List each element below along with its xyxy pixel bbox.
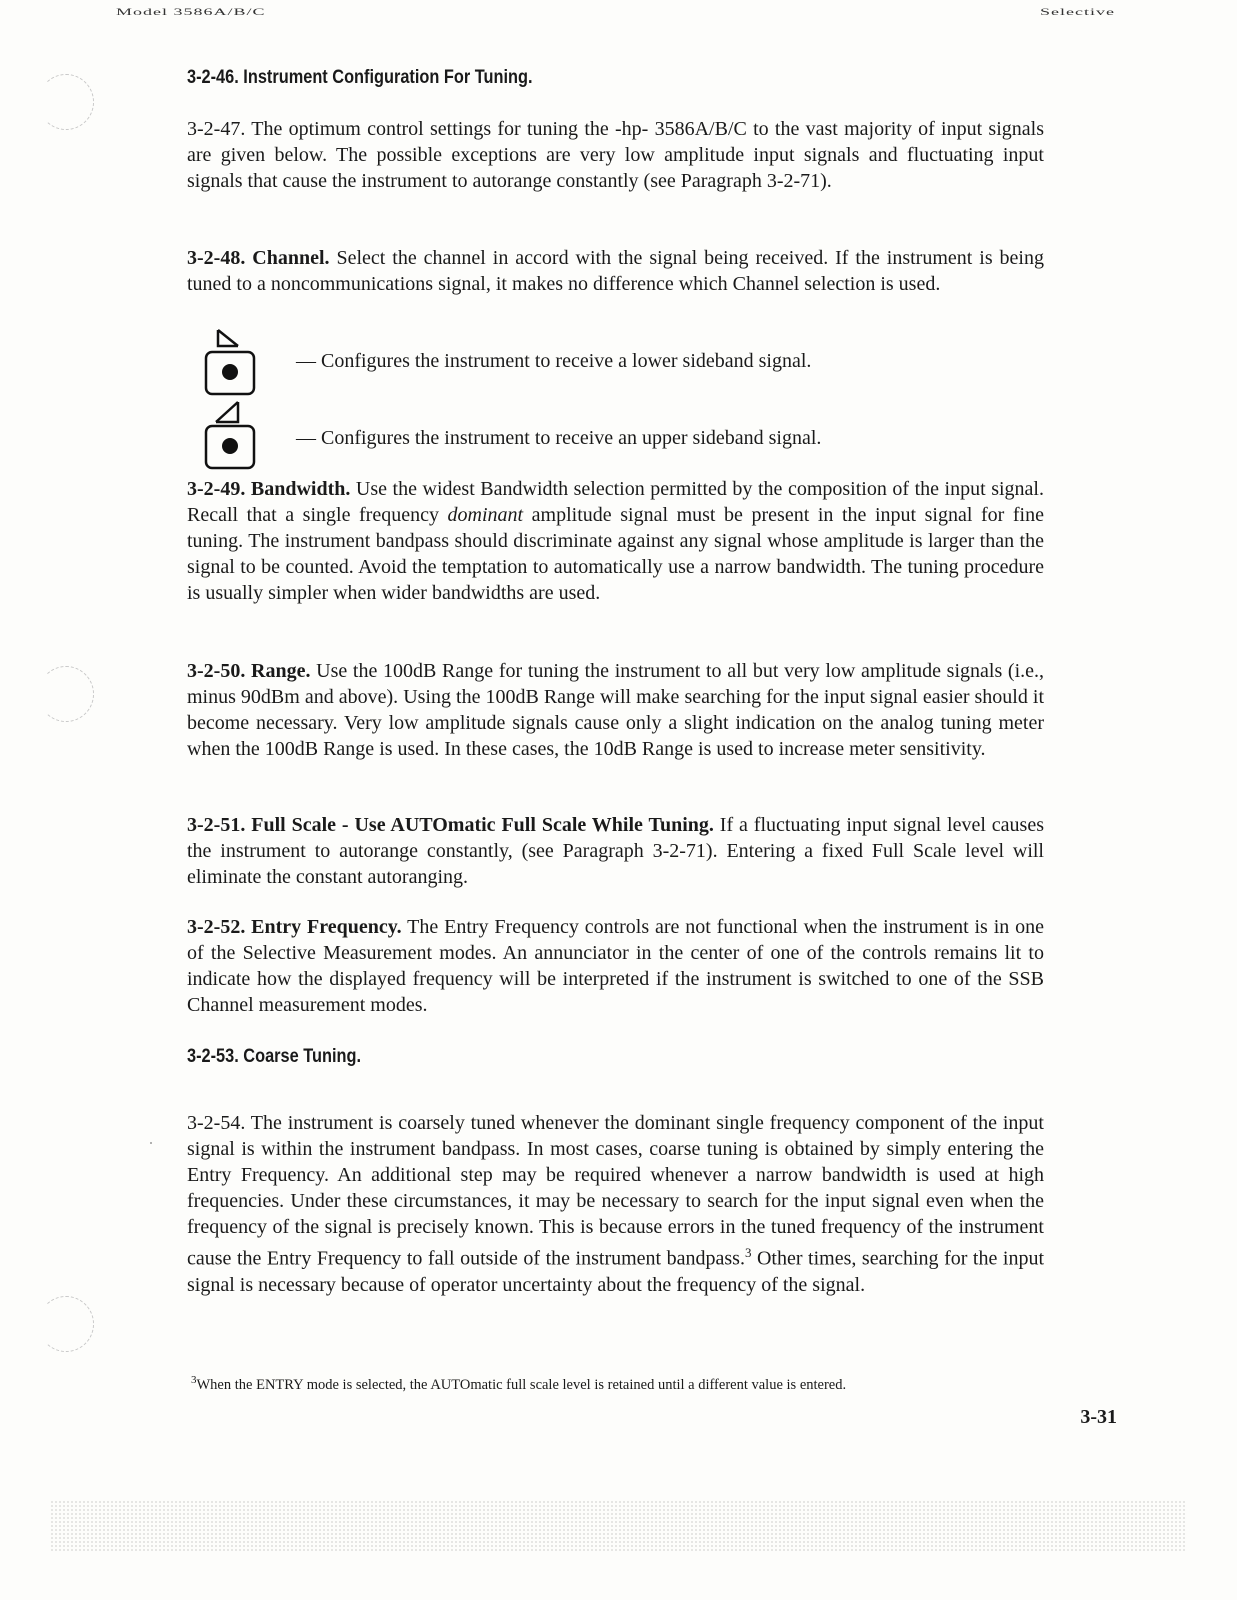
paragraph-label: 3-2-51. Full Scale - Use AUTOmatic Full Scale While Tuning.: [187, 814, 714, 836]
lower-sideband-description: — Configures the instrument to receive a lower sideband signal.: [296, 350, 812, 372]
lower-sideband-button-icon: [204, 326, 260, 403]
scan-speck: [150, 1142, 152, 1144]
paragraph-label: 3-2-52. Entry Frequency.: [187, 916, 402, 938]
paragraph-3-2-51: [187, 812, 1044, 890]
paragraph-3-2-50: [187, 658, 1044, 762]
page-number: 3-31: [1080, 1406, 1117, 1428]
paragraph-body: 3-2-54. The instrument is coarsely tuned whenever the dominant single frequency component of the input signal is within the instrument bandpass. In most cases, coarse tuning is obtained by simply entering the Entry Frequency. An additional step may be required whenever a narrow bandwidth is used at high frequencies. Under these circumstances, it may be necessary to search for the input signal even when the frequency of the signal is precisely known. This is because errors in the tuned frequency of the instrument cause the Entry Frequency to fall outside of the instrument bandpass.: [187, 1112, 1044, 1270]
running-header-right: Selective: [1040, 6, 1115, 17]
paragraph-3-2-49: [187, 476, 1044, 606]
paragraph-3-2-48: [187, 245, 1044, 297]
upper-sideband-description: — Configures the instrument to receive an upper sideband signal.: [296, 427, 822, 449]
section-heading-3-2-53: 3-2-53. Coarse Tuning.: [187, 1046, 362, 1067]
running-header-left: Model 3586A/B/C: [116, 6, 266, 17]
paragraph-body-cont: amplitude signal must be present in the input signal for fine tuning. The instrument bandpass should discriminate against any signal whose amplitude is larger than the signal to be counted. Avoid the temptation to automatically use a narrow bandwidth. The tuning procedure is usually simpler when wider bandwidths are used.: [187, 504, 1044, 604]
footnote-text: When the ENTRY mode is selected, the AUTOmatic full scale level is retained until a different value is entered.: [196, 1376, 847, 1393]
paragraph-body: Use the 100dB Range for tuning the instrument to all but very low amplitude signals (i.e., minus 90dBm and above). Using the 100dB Range will make searching for the input signal easier should it become necessary. Very low amplitude signals cause only a slight indication on the analog tuning meter when the 100dB Range is used. In these cases, the 10dB Range is used to increase meter sensitivity.: [187, 660, 1045, 760]
binder-hole-bottom: [38, 1296, 94, 1352]
paragraph-label: 3-2-50. Range.: [187, 660, 311, 682]
paragraph-body: Select the channel in accord with the signal being received. If the instrument is being tuned to a noncommunications signal, it makes no difference which Channel selection is used.: [187, 247, 1044, 295]
paragraph-3-2-54: [187, 1110, 1044, 1298]
binder-hole-middle: [38, 666, 94, 722]
binder-hole-top: [38, 74, 94, 130]
paragraph-label: 3-2-49. Bandwidth.: [187, 478, 351, 500]
paragraph-label: 3-2-48. Channel.: [187, 247, 330, 269]
paragraph-body: Use the widest Bandwidth selection permitted by the composition of the input signal. Recall that a single frequency: [187, 478, 1044, 526]
paragraph-body-cont: Other times, searching for the input signal is necessary because of operator uncertainty about the frequency of the signal.: [187, 1247, 1044, 1296]
paragraph-3-2-52: [187, 914, 1044, 1018]
footnote-reference: 3: [744, 1245, 752, 1260]
footnote-number: 3: [191, 1374, 197, 1386]
footnote: [191, 1374, 846, 1394]
paragraph-body: The Entry Frequency controls are not functional when the instrument is in one of the Selective Measurement modes. An annunciator in the center of one of the controls remains lit to indicate how the displayed frequency will be interpreted if the instrument is switched to one of the SSB Channel measurement modes.: [187, 916, 1044, 1016]
section-heading-3-2-46: 3-2-46. Instrument Configuration For Tuning.: [187, 67, 533, 88]
paragraph-3-2-47: 3-2-47. The optimum control settings for tuning the -hp- 3586A/B/C to the vast majority of input signals are given below. The possible exceptions are very low amplitude input signals and fluctuating input signals that cause the instrument to autorange constantly (see Paragraph 3-2-71).: [187, 118, 1044, 192]
scan-edge-texture: [50, 1500, 1187, 1552]
upper-sideband-button-icon: [204, 398, 260, 477]
emphasis: dominant: [447, 504, 524, 526]
paragraph-body: If a fluctuating input signal level causes the instrument to autorange constantly, (see Paragraph 3-2-71). Entering a fixed Full Scale level will eliminate the constant autoranging.: [187, 814, 1045, 888]
